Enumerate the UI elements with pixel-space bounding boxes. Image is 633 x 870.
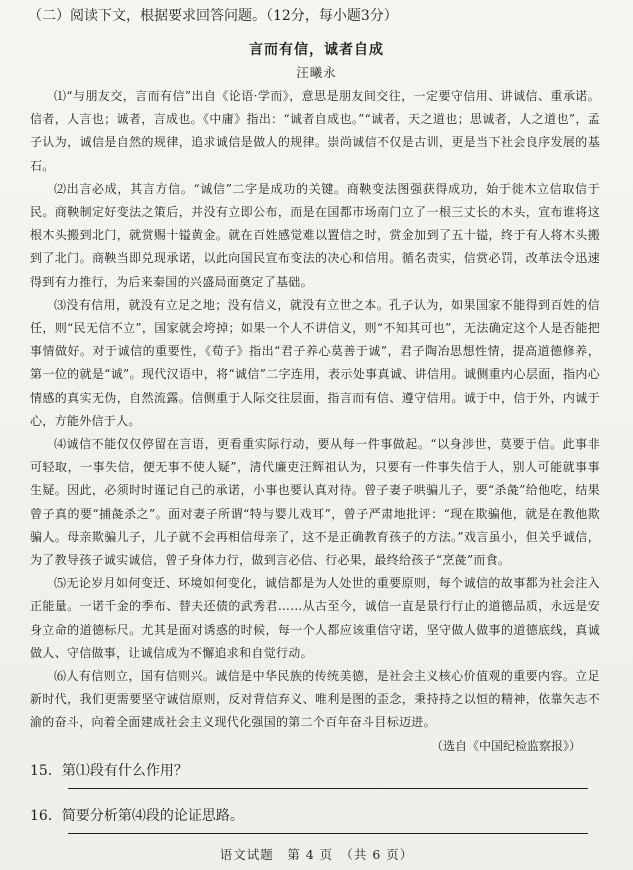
question-15: 15．第⑴段有什么作用？ [30,763,188,779]
paragraph-3: ⑶没有信用，就没有立足之地；没有信义，就没有立世之本。孔子认为，如果国家不能得到百姓的信任，则“民无信不立”，国家就会垮掉；如果一个人不讲信义，则“不知其可也”，无法确定这个人是否能把事情做好。对于诚信的重要性，《荀子》指出“君子养心莫善于诚”，君子陶冶思想性情，提高道德修养，第一位的就是“诚”。现代汉语中，将“诚信”二字连用，表示处事真诚、讲信用。诚侧重内心层面，指内心情感的真实无伪，自然流露。信侧重于人际交往层面，指言而有信、遵守信用。诚于中，信于外，内诚于心，方能外信于人。 [30,297,600,428]
article-source: （选自《中国纪检监察报》） [430,739,581,753]
answer-line-16[interactable] [68,833,588,834]
paragraph-6: ⑹人有信则立，国有信则兴。诚信是中华民族的传统美德，是社会主义核心价值观的重要内容。立足新时代，我们更需要坚守诚信原则，反对背信弃义、唯利是图的歪念，秉持持之以恒的精神，依靠矢志不渝的奋斗，向着全面建成社会主义现代化强国的第二个百年奋斗目标迈进。 [30,669,600,730]
paragraph-4: ⑷诚信不能仅仅停留在言语，更看重实际行动，要从每一件事做起。“以身涉世，莫要于信。此事非可轻取，一事失信，便无事不使人疑”，清代廉吏汪辉祖认为，只要有一件事失信于人，别人可能就事事生疑。因此，必须时时谨记自己的承诺，小事也要认真对待。曾子妻子哄骗儿子，要“杀彘”给他吃，结果曾子真的要“捕彘杀之”。面对妻子所谓“特与婴儿戏耳”，曾子严肃地批评：“现在欺骗他，就是在教他欺骗人。母亲欺骗儿子，儿子就不会再相信母亲了，这不是正确教育孩子的方法。”戏言虽小，但关乎诚信，为了教导孩子诚实诚信，曾子身体力行，做到言必信、行必果，最终给孩子“烹彘”而食。 [30,437,600,568]
page-footer: 语文试题 第 4 页 （共 6 页） [219,847,414,862]
article-author: 汪曦永 [296,65,337,80]
paragraph-1: ⑴“与朋友交，言而有信”出自《论语·学而》，意思是朋友间交往，一定要守信用、讲诚信、重承诺。信者，人言也；诚者，言成也。《中庸》指出：“诚者自成也。”“诚者，天之道也；思诚者，人之道也”，孟子认为，诚信是自然的规律，追求诚信是做人的规律。崇尚诚信不仅是古训，更是当下社会良序发展的基石。 [30,89,600,173]
answer-line-15[interactable] [68,788,588,789]
article-body [30,85,600,735]
article-title: 言而有信，诚者自成 [249,42,384,58]
section-heading: （二）阅读下文，根据要求回答问题。（12分，每小题3分） [28,8,398,24]
paragraph-2: ⑵出言必成，其言方信。“诚信”二字是成功的关键。商鞅变法图强获得成功，始于徙木立信取信于民。商鞅制定好变法之策后，并没有立即公布，而是在国都市场南门立了一根三丈长的木头，宣布谁将这根木头搬到北门，就赏赐十镒黄金。就在百姓感觉难以置信之时，赏金加到了五十镒，终于有人将木头搬到了北门。商鞅当即兑现承诺，以此向国民宣布变法的决心和信用。循名责实，信赏必罚，改革法令迅速得到有力推行，为后来秦国的兴盛局面奠定了基础。 [30,181,600,289]
question-16: 16．简要分析第⑷段的论证思路。 [30,808,244,824]
paragraph-5: ⑸无论岁月如何变迁、环境如何变化，诚信都是为人处世的重要原则，每个诚信的故事都为社会注入正能量。一诺千金的季布、替夫还债的武秀君……从古至今，诚信一直是景行行止的道德品质，永远是安身立命的道德标尺。尤其是面对诱惑的时候，每一个人都应该重信守诺，坚守做人做事的道德底线，真诚做人、守信做事，让诚信成为不懈追求和自觉行动。 [30,576,600,660]
